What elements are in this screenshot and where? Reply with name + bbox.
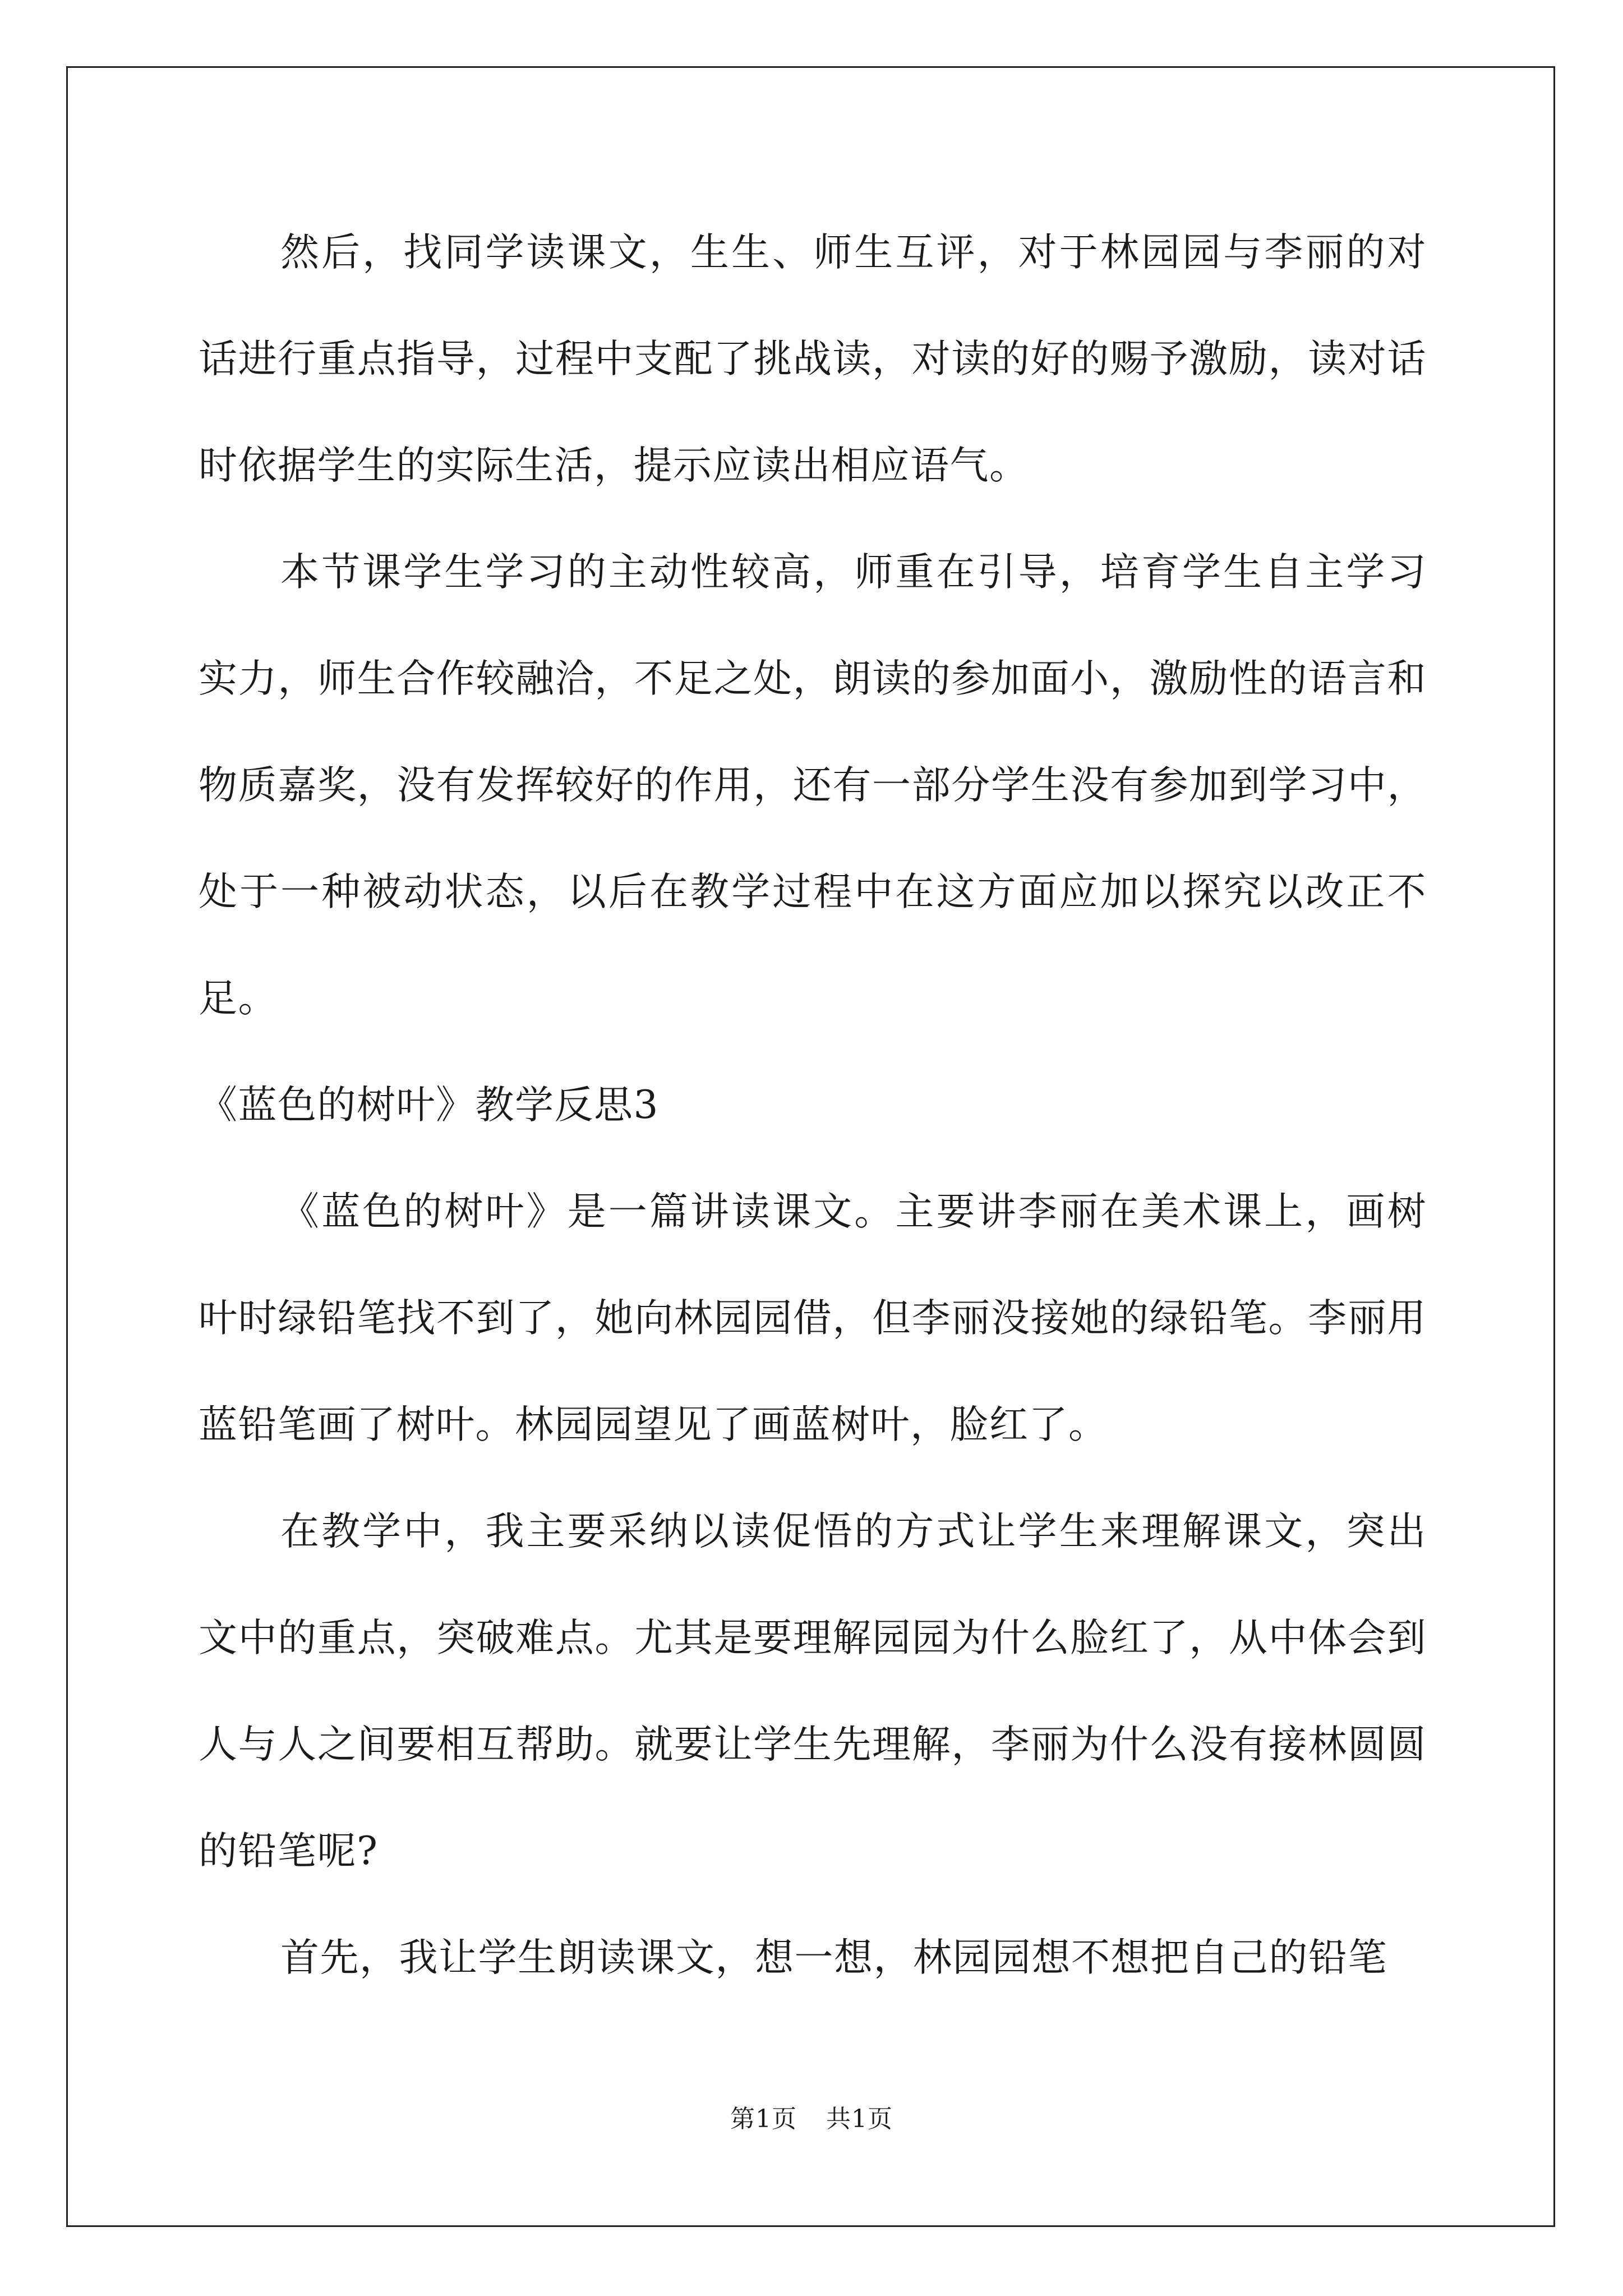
paragraph-lesson-evaluation: 本节课学生学习的主动性较高，师重在引导，培育学生自主学习实力，师生合作较融洽，不足之处，朗读的参加面小，激励性的语言和物质嘉奖，没有发挥较好的作用，还有一部分学生没有参加到学习中，处于一种被动状态，以后在教学过程中在这方面应加以探究以改正不足。 — [199, 550, 1427, 1021]
page-total: 共1页 — [826, 2105, 893, 2133]
paragraph-first-step: 首先，我让学生朗读课文，想一想，林园园想不想把自己的铅笔 — [280, 1935, 1387, 1980]
page-footer — [0, 2102, 1623, 2136]
page-number: 第1页 — [730, 2105, 797, 2133]
paragraph-teaching-method: 在教学中，我主要采纳以读促悟的方式让学生来理解课文，突出文中的重点，突破难点。尤其是要理解园园为什么脸红了，从中体会到人与人之间要相互帮助。就要让学生先理解，李丽为什么没有接林圆圆的铅笔呢? — [199, 1509, 1427, 1874]
section-heading: 《蓝色的树叶》教学反思3 — [199, 1083, 659, 1128]
paragraph-text-summary: 《蓝色的树叶》是一篇讲读课文。主要讲李丽在美术课上，画树叶时绿铅笔找不到了，她向林园园借，但李丽没接她的绿铅笔。李丽用蓝铅笔画了树叶。林园园望见了画蓝树叶，脸红了。 — [199, 1189, 1427, 1447]
paragraph-reading-guidance: 然后，找同学读课文，生生、师生互评，对于林园园与李丽的对话进行重点指导，过程中支配了挑战读，对读的好的赐予激励，读对话时依据学生的实际生活，提示应读出相应语气。 — [199, 230, 1427, 488]
document-body — [199, 199, 1427, 2011]
